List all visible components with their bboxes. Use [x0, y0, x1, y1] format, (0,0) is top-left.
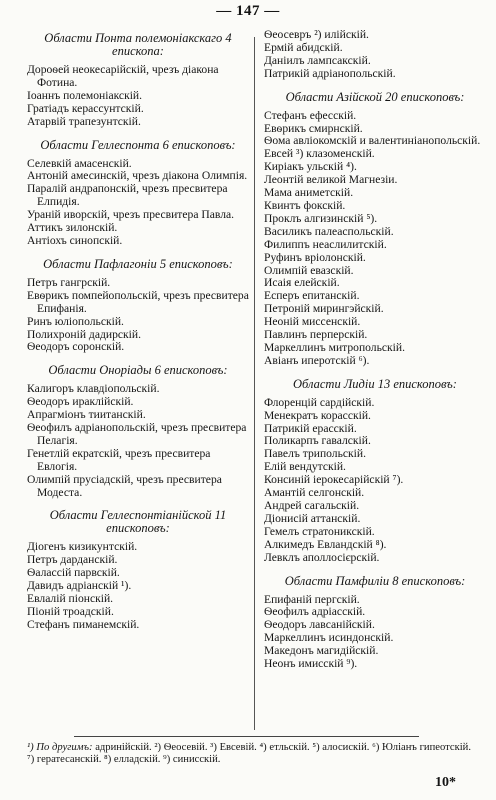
bishop-entry: Левклъ аполлосієрскій. [264, 550, 380, 564]
bishop-entry: Петръ дарданскій. [27, 553, 118, 567]
footnote-text: адринійскій. ²) Ѳеосевій. ³) Евсевій. ⁴) етльскій. ⁵) алосискій. ⁶) Юліанъ гипеотскій. ⁷) гератесанскій. ⁸) елладскій. ⁹) синисскій. [27, 742, 471, 766]
bishop-entry: Андрей сагальскій. [264, 499, 360, 512]
section-heading: Области Геллеспонта 6 епископовъ: [40, 137, 236, 152]
bishop-entry: Патрикій ерасскій. [264, 421, 357, 435]
section-gap [27, 354, 249, 361]
section-gap [27, 129, 249, 136]
bishop-entry: Олимпій евазскій. [264, 263, 354, 277]
bishop-entry: Ураній иворскій, чрезъ пресвитера Павла. [27, 208, 235, 222]
bishop-entry: Киріакъ ульскій ⁴). [264, 160, 357, 174]
section-gap [264, 368, 486, 375]
section-heading: Области Понта полемоніакскаго 4 епископа: [44, 31, 232, 58]
bishop-entry: Іоаннъ полемоніакскій. [27, 88, 143, 102]
bishop-entry: Діогенъ кизикунтскій. [27, 540, 138, 554]
section-heading: Области Пафлагоніи 5 епископовъ: [43, 256, 233, 271]
bishop-entry: Антіохъ синопскій. [27, 233, 123, 247]
bishop-entry: Евѳрикъ помпейопольскій, чрезъ пресвитера Епифанія. [27, 288, 249, 315]
bishop-entry: Филиппъ неаслилитскій. [264, 237, 387, 251]
bishop-entry: Евсей ³) клазоменскій. [264, 147, 375, 161]
bishop-entry: Павлинъ перперскій. [264, 328, 368, 342]
bishop-entry: Давидъ адріанскій ¹). [27, 579, 132, 593]
bishop-entry: Проклъ алгизинскій ⁵). [264, 211, 378, 225]
section-gap [264, 565, 486, 572]
bishop-entry: Ринъ юліопольскій. [27, 314, 124, 328]
section-gap [27, 248, 249, 255]
page-number: — 147 — [216, 3, 280, 19]
bishop-entry: Консиній іерокесарійскій ⁷). [264, 473, 404, 487]
section-heading: Области Оноріады 6 епископовъ: [48, 363, 228, 378]
bishop-entry: Флоренцій сардійскій. [264, 395, 375, 409]
bishop-entry: Ермій абидскій. [264, 40, 343, 54]
bishop-entry: Амантій селгонскій. [264, 486, 365, 500]
bishop-entry: Евлалій піонскій. [27, 592, 114, 606]
bishop-entry: Неоній миссенскій. [264, 315, 361, 329]
bishop-entry: Руфинъ вріолонскій. [264, 250, 366, 264]
bishop-entry: Ѳома авліокомскій и валентиніанопольскій. [264, 134, 481, 148]
left-column [27, 29, 249, 632]
section-heading: Области Лидіи 13 епископовъ: [293, 376, 457, 391]
bishop-entry: Елій вендутскій. [264, 460, 346, 474]
bishop-entry: Ѳеофилъ адріасскій. [264, 605, 366, 619]
bishop-entry: Антоній амесинскій, чрезъ діакона Олимпія. [27, 169, 248, 183]
column-divider [254, 37, 255, 730]
bishop-entry: Евѳрикъ смирнскій. [264, 121, 363, 135]
bishop-entry: Атарвій трапезунтскій. [27, 114, 141, 128]
bishop-entry: Апрагміонъ тиитанскій. [27, 408, 146, 422]
bishop-entry: Ѳеофилъ адріанопольскій, чрезъ пресвитера Пелагія. [27, 421, 247, 447]
signature-mark: 10* [435, 775, 456, 790]
bishop-entry: Генетлій екратскій, чрезъ пресвитера Евлогія. [27, 446, 211, 473]
bishop-entry: Олимпій прусіадскій, чрезъ пресвитера Модеста. [27, 472, 222, 499]
bishop-entry: Маркеллинъ митропольскій. [264, 340, 405, 354]
right-column [264, 29, 486, 671]
bishop-entry: Гемелъ стратоникскій. [264, 524, 375, 538]
bishop-entry: Епифаній пергскій. [264, 592, 360, 606]
bishop-entry: Патрикій адріанопольскій. [264, 66, 396, 80]
bishop-entry: Ѳеодоръ соронскій. [27, 340, 125, 354]
bishop-entry: Неонъ имисскій ⁹). [264, 657, 358, 671]
bishop-entry: Петръ гангрскій. [27, 275, 111, 289]
bishop-entry: Ѳеодоръ лавсанійскій. [264, 618, 375, 632]
section-gap [27, 499, 249, 506]
bishop-entry: Исаія елейскій. [264, 276, 340, 290]
bishop-entry: Квинтъ фокскій. [264, 198, 346, 212]
bishop-entry: Аттикъ зилонскій. [27, 221, 118, 235]
bishop-entry: Павелъ трипольскій. [264, 447, 366, 461]
bishop-entry: Македонъ магидійскій. [264, 644, 379, 658]
bishop-entry: Мама аниметскій. [264, 186, 354, 200]
bishop-entry: Петроній мирингэйскій. [264, 302, 384, 316]
bishop-entry: Василикъ палеаспольскій. [264, 224, 394, 238]
bishop-entry: Паралій андрапонскій, чрезъ пресвитера Елпидія. [27, 182, 228, 209]
bishop-entry: Ѳеосевръ ²) илійскій. [264, 28, 369, 41]
section-gap [264, 81, 486, 88]
footnote-lead: ¹) По другимъ: [27, 742, 93, 753]
bishop-entry: Піоній троадскій. [27, 605, 114, 618]
bishop-entry: Селевкій амасенскій. [27, 156, 132, 170]
bishop-entry: Авіанъ иперотскій ⁶). [264, 353, 370, 367]
section-heading: Области Азійской 20 епископовъ: [285, 89, 465, 104]
bishop-entry: Стефанъ ефесскій. [264, 108, 357, 122]
bishop-entry: Ѳеодоръ ираклійскій. [27, 395, 134, 409]
bishop-entry: Леонтій великой Магнезіи. [264, 173, 398, 187]
bishop-entry: Маркеллинъ исиндонскій. [264, 631, 394, 645]
bishop-entry: Менекратъ корасскій. [264, 408, 371, 422]
bishop-entry: Дороѳей неокесарійскій, чрезъ діакона Фотина. [27, 63, 219, 89]
bishop-entry: Поликарпъ гавалскій. [264, 434, 371, 448]
footnote-rule [74, 736, 419, 737]
bishop-entry: Стефанъ пиманемскій. [27, 617, 140, 631]
bishop-entry: Алкимедъ Евландскій ⁸). [264, 537, 387, 551]
section-heading: Области Памфиліи 8 епископовъ: [284, 573, 466, 588]
section-heading: Области Геллеспонтіанійской 11 епископовъ: [49, 508, 227, 536]
bishop-entry: Діонисій аттанскій. [264, 511, 361, 525]
bishop-entry: Гратіадъ керассунтскій. [27, 101, 144, 115]
bishop-entry: Есперъ епитанскій. [264, 289, 360, 303]
bishop-entry: Полихроній дадирскій. [27, 327, 141, 341]
bishop-entry: Даніилъ лампсакскій. [264, 53, 371, 67]
bishop-entry: Ѳалассій парвскій. [27, 566, 120, 580]
footnote [27, 742, 471, 767]
bishop-entry: Калигоръ клавдіопольскій. [27, 382, 160, 396]
